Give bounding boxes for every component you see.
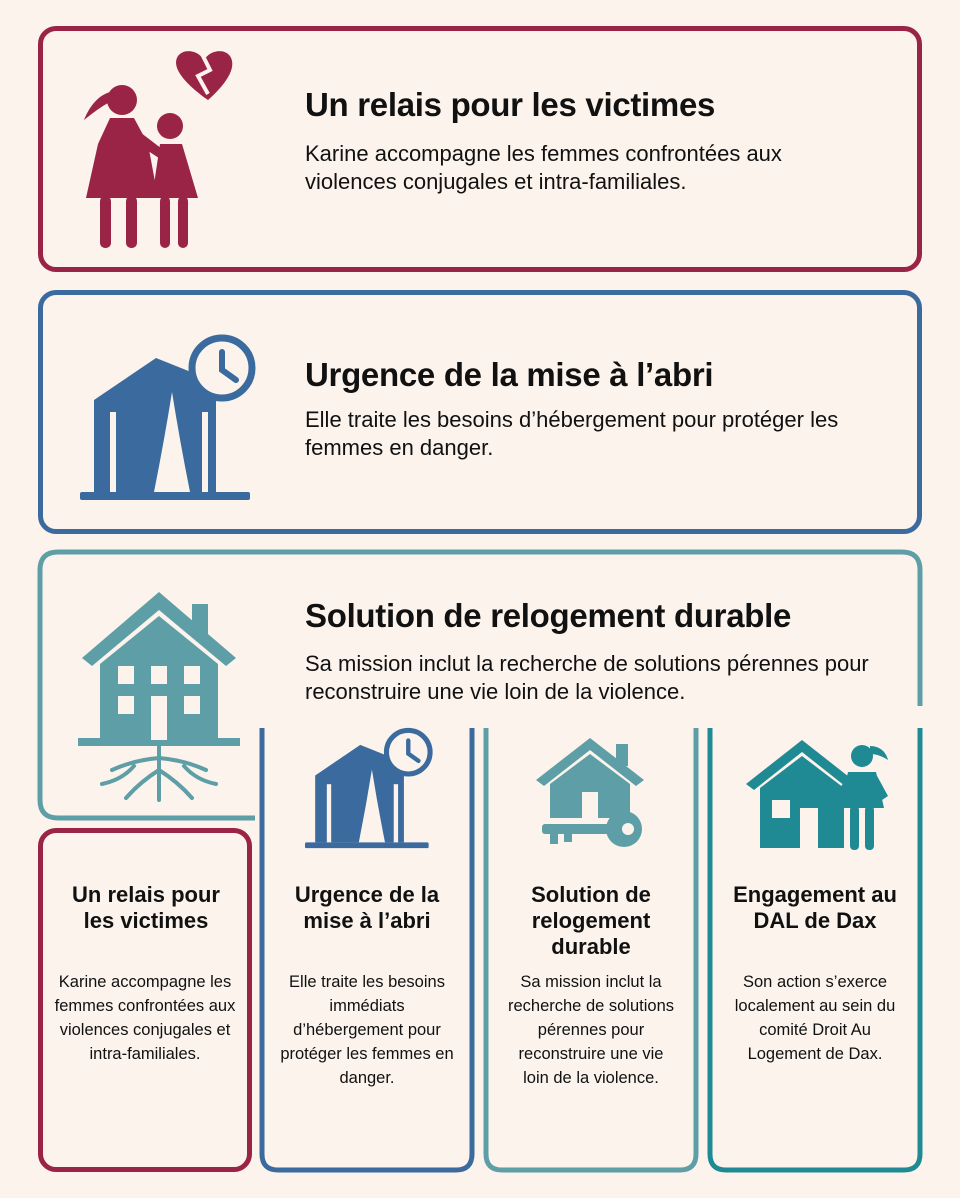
card-3-description: Sa mission inclut la recherche de solutions pérennes pour reconstruire une vie loin de la violence. [305,651,869,704]
column-1-description: Karine accompagne les femmes confrontées aux violences conjugales et intra-familiales. [54,973,236,1063]
card-2-description: Elle traite les besoins d’hébergement pour protéger les femmes en danger. [305,407,839,460]
house-woman-icon [744,734,894,852]
card-1-description: Karine accompagne les femmes confrontées aux violences conjugales et intra-familiales. [305,141,782,194]
card-1-title: Un relais pour les victimes [305,86,716,123]
column-2-title: Urgence de la mise à l’abri [294,882,440,933]
column-1-title: Un relais pour les victimes [72,882,220,933]
shelter-tent-clock-icon [298,726,440,854]
column-3-title: Solution de relogement durable [531,882,651,959]
column-4-title: Engagement au DAL de Dax [733,882,897,933]
column-3-description: Sa mission inclut la recherche de solutions pérennes pour reconstruire une vie loin de la violence. [507,973,674,1087]
card-3-title: Solution de relogement durable [305,597,792,634]
card-2-title: Urgence de la mise à l’abri [305,356,714,393]
house-key-icon [532,734,648,850]
column-4-description: Son action s’exerce localement au sein du comité Droit Au Logement de Dax. [734,973,896,1063]
column-2-description: Elle traite les besoins immédiats d’hébergement pour protéger les femmes en danger. [280,973,454,1087]
